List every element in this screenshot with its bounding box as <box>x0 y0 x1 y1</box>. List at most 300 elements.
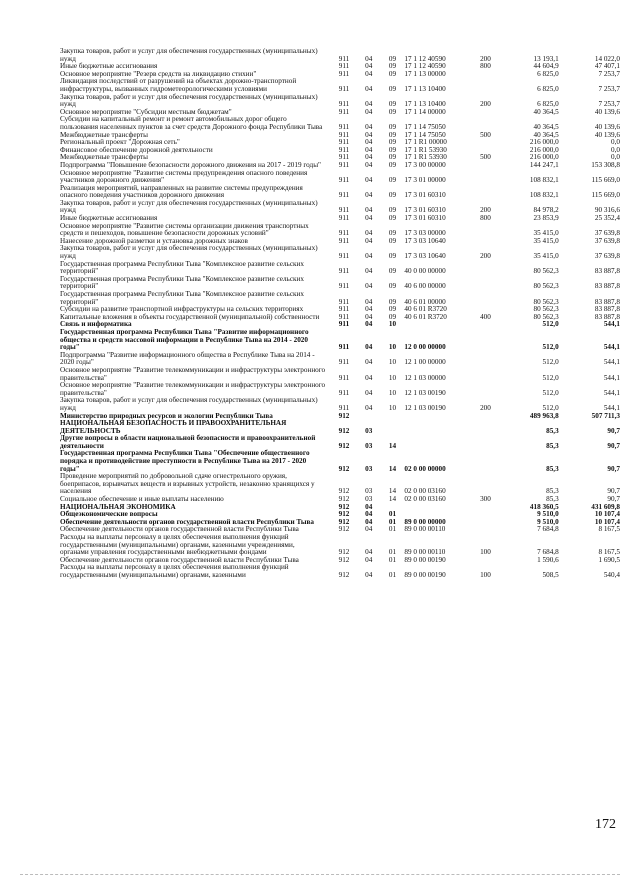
section-code: 04 <box>365 373 373 382</box>
amount-2022: 83 887,8 <box>594 282 620 291</box>
expense-type-code: 200 <box>480 100 491 109</box>
section-code: 04 <box>365 160 373 169</box>
ministry-code: 911 <box>338 252 350 261</box>
amount-2021: 144 247,1 <box>529 160 559 169</box>
ministry-code: 912 <box>338 510 350 519</box>
item-name: Реализация мероприятий, направленных на развитие системы предупреждения опасного поведения участников дорожного движения <box>60 183 303 200</box>
amount-2021: 512,0 <box>542 373 559 382</box>
ministry-code: 912 <box>338 525 350 534</box>
amount-2022: 40 139,6 <box>594 122 620 131</box>
expense-type-code: 500 <box>480 153 491 162</box>
table-row <box>60 382 620 397</box>
amount-2022: 115 669,0 <box>591 176 620 185</box>
section-code: 04 <box>365 138 373 147</box>
amount-2022: 0,0 <box>611 145 620 154</box>
subsection-code: 10 <box>388 403 397 412</box>
amount-2022: 40 139,6 <box>594 130 620 139</box>
table-row <box>60 223 620 238</box>
item-name: Другие вопросы в области национальной безопасности и правоохранительной деятельности <box>60 434 316 450</box>
amount-2021: 108 832,1 <box>529 176 559 185</box>
ministry-code: 912 <box>338 441 350 450</box>
section-code: 03 <box>365 495 373 504</box>
table-row <box>60 291 620 306</box>
ministry-code: 911 <box>338 130 350 139</box>
ministry-code: 911 <box>338 138 350 147</box>
section-code: 04 <box>365 570 373 579</box>
ministry-code: 911 <box>338 320 350 329</box>
expense-type-code: 800 <box>480 62 491 71</box>
section-code: 04 <box>365 214 373 223</box>
amount-2022: 90,7 <box>607 464 620 473</box>
amount-2022: 115 669,0 <box>591 191 620 200</box>
ministry-code: 911 <box>338 403 350 412</box>
target-article-code: 02 0 00 03160 <box>404 487 446 496</box>
item-name: НАЦИОНАЛЬНАЯ БЕЗОПАСНОСТЬ И ПРАВООХРАНИТЕЛЬНАЯ ДЕЯТЕЛЬНОСТЬ <box>60 419 287 435</box>
amount-2021: 80 562,3 <box>533 267 559 276</box>
amount-2021: 512,0 <box>542 343 559 352</box>
subsection-code: 09 <box>388 138 397 147</box>
amount-2021: 512,0 <box>542 388 559 397</box>
amount-2021: 9 510,0 <box>537 510 559 519</box>
amount-2021: 35 415,0 <box>533 252 559 261</box>
subsection-code: 09 <box>388 305 397 314</box>
ministry-code: 911 <box>338 84 350 93</box>
item-name: Обеспечение деятельности органов государственной власти Республики Тыва <box>60 525 299 534</box>
expense-type-code: 200 <box>480 252 491 261</box>
item-name: Общеэкономические вопросы <box>60 510 158 519</box>
subsection-code: 09 <box>388 107 397 116</box>
subsection-code: 14 <box>388 464 397 473</box>
section-code: 04 <box>365 343 373 352</box>
target-article-code: 17 1 R1 00000 <box>404 138 447 147</box>
amount-2022: 83 887,8 <box>594 267 620 276</box>
amount-2021: 512,0 <box>542 320 559 329</box>
subsection-code: 09 <box>388 312 397 321</box>
subsection-code: 09 <box>388 297 397 306</box>
ministry-code: 912 <box>338 487 350 496</box>
ministry-code: 911 <box>338 267 350 276</box>
section-code: 04 <box>365 153 373 162</box>
table-row <box>60 48 620 63</box>
table-row <box>60 367 620 382</box>
amount-2022: 37 639,8 <box>594 236 620 245</box>
section-code: 04 <box>365 282 373 291</box>
subsection-code: 09 <box>388 236 397 245</box>
amount-2022: 37 639,8 <box>594 252 620 261</box>
target-article-code: 89 0 00 00190 <box>404 555 446 564</box>
ministry-code: 911 <box>338 373 350 382</box>
budget-table <box>60 48 620 580</box>
target-article-code: 17 3 03 10640 <box>404 252 446 261</box>
amount-2021: 1 590,6 <box>537 555 559 564</box>
ministry-code: 912 <box>338 555 350 564</box>
amount-2021: 23 853,9 <box>533 214 559 223</box>
amount-2021: 80 562,3 <box>533 282 559 291</box>
table-row <box>60 261 620 276</box>
ministry-code: 912 <box>338 495 350 504</box>
item-name: Министерство природных ресурсов и экологии Республики Тыва <box>60 411 273 420</box>
amount-2021: 85,3 <box>546 495 559 504</box>
section-code: 04 <box>365 130 373 139</box>
subsection-code: 09 <box>388 191 397 200</box>
amount-2021: 13 193,1 <box>533 54 559 63</box>
amount-2022: 544,1 <box>603 373 620 382</box>
section-code: 04 <box>365 229 373 238</box>
subsection-code: 10 <box>388 373 397 382</box>
amount-2022: 540,4 <box>603 570 620 579</box>
subsection-code: 01 <box>388 548 397 557</box>
item-name: Основное мероприятие "Резерв средств на ликвидацию стихии" <box>60 69 257 78</box>
target-article-code: 17 1 12 40590 <box>404 62 446 71</box>
amount-2021: 6 825,0 <box>537 84 559 93</box>
subsection-code: 09 <box>388 160 397 169</box>
section-code: 04 <box>365 54 373 63</box>
amount-2021: 85,3 <box>546 441 559 450</box>
amount-2022: 90,7 <box>607 487 620 496</box>
section-code: 03 <box>365 426 373 435</box>
subsection-code: 09 <box>388 145 397 154</box>
section-code: 04 <box>365 388 373 397</box>
amount-2022: 8 167,5 <box>598 525 620 534</box>
table-row <box>60 200 620 215</box>
item-name: Ликвидация последствий от разрушений на объектах дорожно-транспортной инфраструктуры, вызванных гидрометеорологическими условиями <box>60 77 297 93</box>
table-row <box>60 450 620 473</box>
amount-2022: 544,1 <box>603 358 620 367</box>
subsection-code: 09 <box>388 252 397 261</box>
item-name: Основное мероприятие "Развитие системы предупреждения опасного поведения участников дорожного движения" <box>60 168 308 185</box>
target-article-code: 12 1 00 00000 <box>404 358 446 367</box>
ministry-code: 912 <box>338 517 350 526</box>
subsection-code: 09 <box>388 229 397 238</box>
target-article-code: 17 1 14 75050 <box>404 122 446 131</box>
target-article-code: 17 1 14 75050 <box>404 130 446 139</box>
section-code: 04 <box>365 403 373 412</box>
target-article-code: 17 1 13 10400 <box>404 100 446 109</box>
amount-2022: 544,1 <box>603 343 620 352</box>
section-code: 04 <box>365 548 373 557</box>
table-row <box>60 94 620 109</box>
amount-2022: 431 609,8 <box>591 502 620 511</box>
item-name: Закупка товаров, работ и услуг для обеспечения государственных (муниципальных) нужд <box>60 198 318 215</box>
amount-2022: 544,1 <box>603 388 620 397</box>
table-row <box>60 170 620 185</box>
ministry-code: 912 <box>338 548 350 557</box>
expense-type-code: 800 <box>480 214 491 223</box>
item-name: Нанесение дорожной разметки и установка дорожных знаков <box>60 236 248 245</box>
item-name: Иные бюджетные ассигнования <box>60 62 158 71</box>
item-name: Обеспечение деятельности органов государственной власти Республики Тыва <box>60 555 299 564</box>
ministry-code: 912 <box>338 502 350 511</box>
subsection-code: 01 <box>388 510 397 519</box>
item-name: Расходы на выплаты персоналу в целях обеспечения выполнения функций государственными (муниципальными) органами, казенными <box>60 563 289 579</box>
expense-type-code: 300 <box>480 495 491 504</box>
item-name: Межбюджетные трансферты <box>60 130 148 139</box>
section-code: 04 <box>365 555 373 564</box>
ministry-code: 911 <box>338 160 350 169</box>
amount-2021: 85,3 <box>546 464 559 473</box>
amount-2021: 44 604,9 <box>533 62 559 71</box>
target-article-code: 89 0 00 00190 <box>404 570 446 579</box>
subsection-code: 01 <box>388 570 397 579</box>
section-code: 04 <box>365 191 373 200</box>
expense-type-code: 500 <box>480 130 491 139</box>
subsection-code: 09 <box>388 206 397 215</box>
section-code: 04 <box>365 502 373 511</box>
table-row <box>60 185 620 200</box>
target-article-code: 17 3 01 60310 <box>404 206 446 215</box>
amount-2022: 40 139,6 <box>594 107 620 116</box>
amount-2021: 84 978,2 <box>533 206 559 215</box>
target-article-code: 17 3 01 60310 <box>404 214 446 223</box>
amount-2021: 108 832,1 <box>529 191 559 200</box>
subsection-code: 09 <box>388 84 397 93</box>
item-name: Подпрограмма "Повышение безопасности дорожного движения на 2017 - 2019 годы" <box>60 160 321 169</box>
table-row <box>60 473 620 496</box>
ministry-code: 911 <box>338 358 350 367</box>
subsection-code: 01 <box>388 555 397 564</box>
target-article-code: 40 6 01 R3720 <box>404 312 447 321</box>
target-article-code: 17 3 03 10640 <box>404 236 446 245</box>
ministry-code: 911 <box>338 236 350 245</box>
section-code: 04 <box>365 517 373 526</box>
ministry-code: 911 <box>338 153 350 162</box>
table-row <box>60 276 620 291</box>
expense-type-code: 100 <box>480 548 491 557</box>
section-code: 04 <box>365 176 373 185</box>
ministry-code: 911 <box>338 100 350 109</box>
item-name: Субсидии на развитие транспортной инфраструктуры на сельских территориях <box>60 305 304 314</box>
item-name: Основное мероприятие "Развитие телекоммуникации и инфраструктуры электронного правительства" <box>60 381 326 397</box>
table-row <box>60 397 620 412</box>
amount-2021: 85,3 <box>546 426 559 435</box>
item-name: НАЦИОНАЛЬНАЯ ЭКОНОМИКА <box>60 502 176 511</box>
expense-type-code: 200 <box>480 54 491 63</box>
amount-2021: 35 415,0 <box>533 236 559 245</box>
target-article-code: 89 0 00 00110 <box>404 525 446 534</box>
amount-2022: 1 690,5 <box>598 555 620 564</box>
amount-2021: 508,5 <box>542 570 559 579</box>
item-name: Закупка товаров, работ и услуг для обеспечения государственных (муниципальных) нужд <box>60 396 318 412</box>
amount-2022: 7 253,7 <box>598 100 620 109</box>
amount-2022: 83 887,8 <box>594 305 620 314</box>
target-article-code: 40 6 01 R3720 <box>404 305 447 314</box>
target-article-code: 40 0 00 00000 <box>404 267 446 276</box>
section-code: 04 <box>365 122 373 131</box>
item-name: Межбюджетные трансферты <box>60 153 148 162</box>
amount-2022: 83 887,8 <box>594 312 620 321</box>
amount-2021: 7 684,8 <box>537 548 559 557</box>
ministry-code: 912 <box>338 426 350 435</box>
amount-2021: 40 364,5 <box>533 107 559 116</box>
amount-2021: 80 562,3 <box>533 305 559 314</box>
subsection-code: 14 <box>388 495 397 504</box>
item-name: Социальное обеспечение и иные выплаты населению <box>60 495 224 504</box>
subsection-code: 10 <box>388 343 397 352</box>
amount-2021: 80 562,3 <box>533 312 559 321</box>
ministry-code: 911 <box>338 305 350 314</box>
ministry-code: 911 <box>338 312 350 321</box>
target-article-code: 17 3 03 00000 <box>404 229 446 238</box>
item-name: Государственная программа Республики Тыва "Комплексное развитие сельских территорий" <box>60 274 304 291</box>
section-code: 04 <box>365 510 373 519</box>
amount-2022: 47 407,1 <box>594 62 620 71</box>
table-row <box>60 534 620 557</box>
subsection-code: 09 <box>388 282 397 291</box>
amount-2021: 85,3 <box>546 487 559 496</box>
section-code: 03 <box>365 487 373 496</box>
item-name: Подпрограмма "Развитие информационного общества в Республике Тыва на 2014 - 2020 годы" <box>60 350 315 367</box>
expense-type-code: 400 <box>480 312 491 321</box>
subsection-code: 09 <box>388 100 397 109</box>
table-row <box>60 116 620 131</box>
subsection-code: 01 <box>388 517 397 526</box>
section-code: 04 <box>365 236 373 245</box>
section-code: 04 <box>365 69 373 78</box>
ministry-code: 912 <box>338 570 350 579</box>
amount-2022: 507 711,3 <box>591 411 620 420</box>
amount-2022: 0,0 <box>611 153 620 162</box>
amount-2022: 544,1 <box>603 403 620 412</box>
item-name: Основное мероприятие "Развитие телекоммуникации и инфраструктуры электронного правительства" <box>60 365 326 382</box>
amount-2022: 0,0 <box>611 138 620 147</box>
amount-2021: 40 364,5 <box>533 130 559 139</box>
section-code: 04 <box>365 62 373 71</box>
section-code: 04 <box>365 358 373 367</box>
amount-2022: 90,7 <box>607 495 620 504</box>
table-row <box>60 329 620 352</box>
item-name: Проведение мероприятий по добровольной сдаче огнестрельного оружия, боеприпасов, взрывчатых веществ и взрывных устройств, незаконно хранящихся у населения <box>60 472 315 496</box>
target-article-code: 89 0 00 00000 <box>404 517 446 526</box>
section-code: 03 <box>365 441 373 450</box>
section-code: 04 <box>365 107 373 116</box>
target-article-code: 17 1 12 40590 <box>404 54 446 63</box>
subsection-code: 09 <box>388 267 397 276</box>
amount-2022: 8 167,5 <box>598 548 620 557</box>
target-article-code: 02 0 00 03160 <box>404 495 446 504</box>
amount-2022: 90 316,6 <box>594 206 620 215</box>
target-article-code: 40 6 00 00000 <box>404 282 446 291</box>
amount-2021: 7 684,8 <box>537 525 559 534</box>
target-article-code: 17 3 00 00000 <box>404 160 446 169</box>
subsection-code: 09 <box>388 130 397 139</box>
amount-2021: 40 364,5 <box>533 122 559 131</box>
ministry-code: 911 <box>338 145 350 154</box>
expense-type-code: 100 <box>480 570 491 579</box>
ministry-code: 911 <box>338 107 350 116</box>
section-code: 04 <box>365 525 373 534</box>
section-code: 04 <box>365 252 373 261</box>
target-article-code: 17 1 R1 53930 <box>404 145 447 154</box>
amount-2021: 216 000,0 <box>529 138 559 147</box>
section-code: 04 <box>365 100 373 109</box>
amount-2021: 216 000,0 <box>529 145 559 154</box>
amount-2021: 9 510,0 <box>537 517 559 526</box>
ministry-code: 911 <box>338 54 350 63</box>
target-article-code: 89 0 00 00110 <box>404 548 446 557</box>
item-name: Государственная программа Республики Тыва "Комплексное развитие сельских территорий" <box>60 259 304 276</box>
section-code: 04 <box>365 84 373 93</box>
target-article-code: 17 3 01 60310 <box>404 191 446 200</box>
subsection-code: 14 <box>388 441 397 450</box>
target-article-code: 12 1 03 00190 <box>404 403 446 412</box>
target-article-code: 17 1 14 00000 <box>404 107 446 116</box>
ministry-code: 911 <box>338 343 350 352</box>
item-name: Основное мероприятие "Субсидии местным бюджетам" <box>60 107 232 116</box>
item-name: Субсидии на капитальный ремонт и ремонт автомобильных дорог общего пользования населенных пунктов за счет средств Дорожного фонда Республики Тыва <box>60 115 323 131</box>
target-article-code: 17 1 13 10400 <box>404 84 446 93</box>
section-code: 04 <box>365 206 373 215</box>
ministry-code: 911 <box>338 191 350 200</box>
subsection-code: 09 <box>388 176 397 185</box>
target-article-code: 17 1 13 00000 <box>404 69 446 78</box>
section-code: 04 <box>365 297 373 306</box>
item-name: Связь и информатика <box>60 320 132 329</box>
amount-2022: 25 352,4 <box>594 214 620 223</box>
amount-2022: 37 639,8 <box>594 229 620 238</box>
subsection-code: 10 <box>388 388 397 397</box>
table-row <box>60 420 620 435</box>
amount-2022: 153 308,8 <box>591 160 620 169</box>
target-article-code: 12 1 03 00000 <box>404 373 446 382</box>
ministry-code: 911 <box>338 297 350 306</box>
item-name: Государственная программа Республики Тыва "Комплексное развитие сельских территорий" <box>60 290 304 306</box>
ministry-code: 911 <box>338 62 350 71</box>
amount-2022: 10 107,4 <box>594 510 620 519</box>
ministry-code: 911 <box>338 388 350 397</box>
amount-2022: 7 253,7 <box>598 69 620 78</box>
page-number: 172 <box>595 817 616 832</box>
amount-2022: 83 887,8 <box>594 297 620 306</box>
ministry-code: 911 <box>338 214 350 223</box>
amount-2022: 90,7 <box>607 441 620 450</box>
item-name: Основное мероприятие "Развитие системы организации движения транспортных средств и пешеходов, повышение безопасности дорожных условий" <box>60 221 309 238</box>
target-article-code: 12 0 00 00000 <box>404 343 446 352</box>
item-name: Закупка товаров, работ и услуг для обеспечения государственных (муниципальных) нужд <box>60 47 318 63</box>
subsection-code: 09 <box>388 54 397 63</box>
target-article-code: 40 6 01 00000 <box>404 297 446 306</box>
subsection-code: 09 <box>388 122 397 131</box>
item-name: Закупка товаров, работ и услуг для обеспечения государственных (муниципальных) нужд <box>60 92 318 109</box>
table-row <box>60 435 620 450</box>
item-name: Обеспечение деятельности органов государственной власти Республики Тыва <box>60 517 314 526</box>
item-name: Капитальные вложения в объекты государственной (муниципальной) собственности <box>60 312 320 321</box>
subsection-code: 10 <box>388 358 397 367</box>
section-code: 04 <box>365 320 373 329</box>
item-name: Финансовое обеспечение дорожной деятельности <box>60 145 213 154</box>
subsection-code: 10 <box>388 320 397 329</box>
ministry-code: 911 <box>338 206 350 215</box>
section-code: 04 <box>365 305 373 314</box>
ministry-code: 912 <box>338 411 350 420</box>
ministry-code: 911 <box>338 69 350 78</box>
amount-2021: 35 415,0 <box>533 229 559 238</box>
ministry-code: 911 <box>338 176 350 185</box>
amount-2022: 90,7 <box>607 426 620 435</box>
table-row <box>60 352 620 367</box>
amount-2022: 10 107,4 <box>594 517 620 526</box>
subsection-code: 09 <box>388 62 397 71</box>
section-code: 04 <box>365 312 373 321</box>
amount-2021: 512,0 <box>542 358 559 367</box>
amount-2022: 544,1 <box>603 320 620 329</box>
section-code: 04 <box>365 145 373 154</box>
item-name: Иные бюджетные ассигнования <box>60 214 158 223</box>
amount-2021: 216 000,0 <box>529 153 559 162</box>
amount-2021: 512,0 <box>542 403 559 412</box>
ministry-code: 911 <box>338 122 350 131</box>
table-row <box>60 564 620 579</box>
expense-type-code: 200 <box>480 403 491 412</box>
